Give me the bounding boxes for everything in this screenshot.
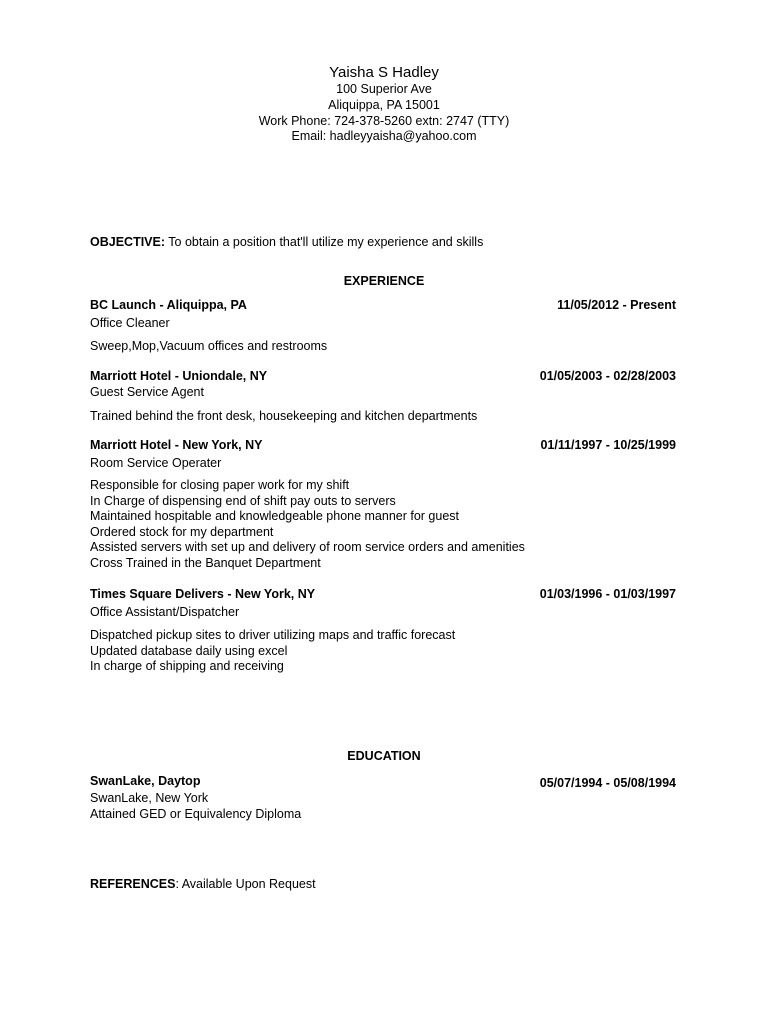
- duty-item: Updated database daily using excel: [90, 643, 288, 658]
- duty-item: In Charge of dispensing end of shift pay outs to servers: [90, 493, 396, 508]
- job-dates: 11/05/2012 - Present: [557, 298, 676, 312]
- job-employer: Marriott Hotel - New York, NY: [90, 438, 263, 452]
- references-text: : Available Upon Request: [175, 877, 316, 891]
- duty-item: Sweep,Mop,Vacuum offices and restrooms: [90, 339, 328, 353]
- job-employer: Times Square Delivers - New York, NY: [90, 587, 316, 601]
- education-detail: Attained GED or Equivalency Diploma: [90, 807, 302, 821]
- job-title: Guest Service Agent: [90, 385, 204, 399]
- job-duties: [90, 478, 525, 571]
- job-duties: [90, 628, 455, 675]
- duty-item: Responsible for closing paper work for my shift: [90, 478, 350, 492]
- candidate-name: Yaisha S Hadley: [329, 64, 439, 81]
- school-name: SwanLake, Daytop: [90, 774, 201, 788]
- address-line-2: Aliquippa, PA 15001: [328, 98, 440, 112]
- job-employer: BC Launch - Aliquippa, PA: [90, 298, 247, 312]
- duty-item: Dispatched pickup sites to driver utilizing maps and traffic forecast: [90, 628, 456, 642]
- job-employer: Marriott Hotel - Uniondale, NY: [90, 369, 268, 383]
- email: Email: hadleyyaisha@yahoo.com: [291, 129, 477, 143]
- job-dates: 01/11/1997 - 10/25/1999: [540, 438, 676, 452]
- job-duties: [90, 409, 477, 425]
- work-phone: Work Phone: 724-378-5260 extn: 2747 (TTY): [258, 114, 510, 128]
- experience-heading: EXPERIENCE: [343, 274, 425, 288]
- education-heading: EDUCATION: [347, 749, 421, 763]
- objective-text: To obtain a position that'll utilize my experience and skills: [165, 235, 484, 249]
- address-line-1: 100 Superior Ave: [336, 82, 432, 96]
- job-title: Office Cleaner: [90, 316, 170, 330]
- job-title: Office Assistant/Dispatcher: [90, 605, 240, 619]
- objective-label: OBJECTIVE:: [90, 235, 166, 249]
- duty-item: Trained behind the front desk, housekeeping and kitchen departments: [90, 409, 478, 423]
- duty-item: Ordered stock for my department: [90, 524, 274, 539]
- education-dates: 05/07/1994 - 05/08/1994: [539, 776, 676, 790]
- duty-item: Cross Trained in the Banquet Department: [90, 555, 321, 570]
- job-dates: 01/03/1996 - 01/03/1997: [539, 587, 676, 601]
- job-duties: [90, 339, 327, 355]
- objective: [90, 235, 483, 251]
- job-title: Room Service Operater: [90, 456, 222, 470]
- references-label: REFERENCES: [90, 877, 176, 891]
- school-location: SwanLake, New York: [90, 791, 209, 805]
- duty-item: In charge of shipping and receiving: [90, 659, 284, 673]
- job-dates: 01/05/2003 - 02/28/2003: [539, 369, 676, 383]
- duty-item: Assisted servers with set up and delivery of room service orders and amenities: [90, 540, 525, 554]
- duty-item: Maintained hospitable and knowledgeable phone manner for guest: [90, 509, 460, 523]
- references: [90, 877, 316, 893]
